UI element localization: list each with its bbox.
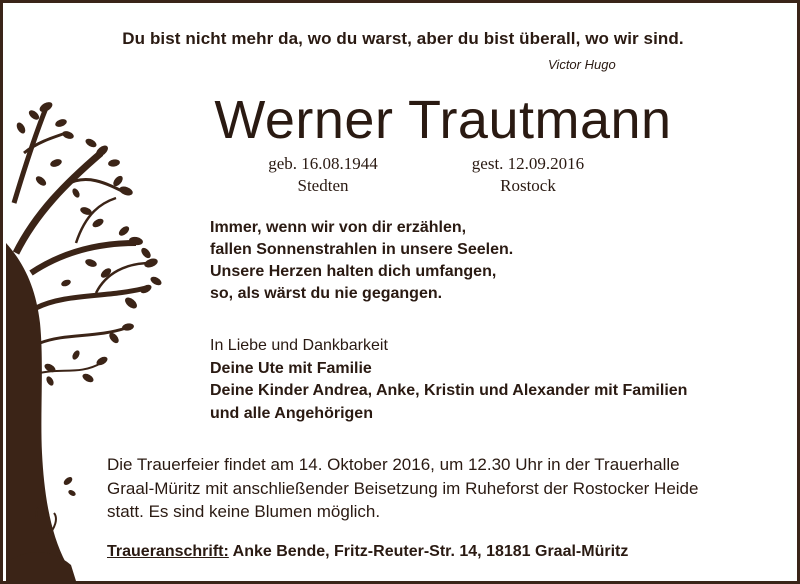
death-info (463, 153, 593, 197)
birth-place: Stedten (297, 176, 349, 195)
death-place: Rostock (500, 176, 556, 195)
birth-date: geb. 16.08.1944 (268, 154, 378, 173)
mourners-block (210, 335, 687, 425)
birth-info (258, 153, 388, 197)
quote-author: Victor Hugo (548, 57, 616, 72)
deceased-name: Werner Trautmann (214, 90, 672, 150)
poem-line: so, als wärst du nie gegangen. (210, 285, 443, 302)
death-date: gest. 12.09.2016 (471, 154, 585, 173)
service-line: Graal-Müritz mit anschließender Beisetzung im Ruheforst der Rostocker Heide (107, 478, 699, 498)
poem-line: fallen Sonnenstrahlen in unsere Seelen. (210, 241, 514, 258)
poem-line: Unsere Herzen halten dich umfangen, (210, 263, 497, 280)
mourners-intro: In Liebe und Dankbarkeit (210, 337, 388, 354)
condolence-address (107, 543, 628, 561)
service-line: Die Trauerfeier findet am 14. Oktober 2016, um 12.30 Uhr in der Trauerhalle (107, 455, 680, 474)
service-line: statt. Es sind keine Blumen möglich. (107, 502, 381, 521)
poem-line: Immer, wenn wir von dir erzählen, (210, 219, 467, 236)
mourner-line: Deine Ute mit Familie (210, 359, 372, 377)
mourner-line: und alle Angehörigen (210, 404, 373, 422)
memorial-poem (210, 217, 513, 305)
address-value: Anke Bende, Fritz-Reuter-Str. 14, 18181 Graal-Müritz (232, 543, 629, 560)
address-label: Traueranschrift: (107, 543, 229, 560)
funeral-service-info (107, 453, 698, 524)
mourner-line: Deine Kinder Andrea, Anke, Kristin und Alexander mit Familien (210, 382, 688, 399)
memorial-quote: Du bist nicht mehr da, wo du warst, aber du bist überall, wo wir sind. (122, 29, 684, 48)
